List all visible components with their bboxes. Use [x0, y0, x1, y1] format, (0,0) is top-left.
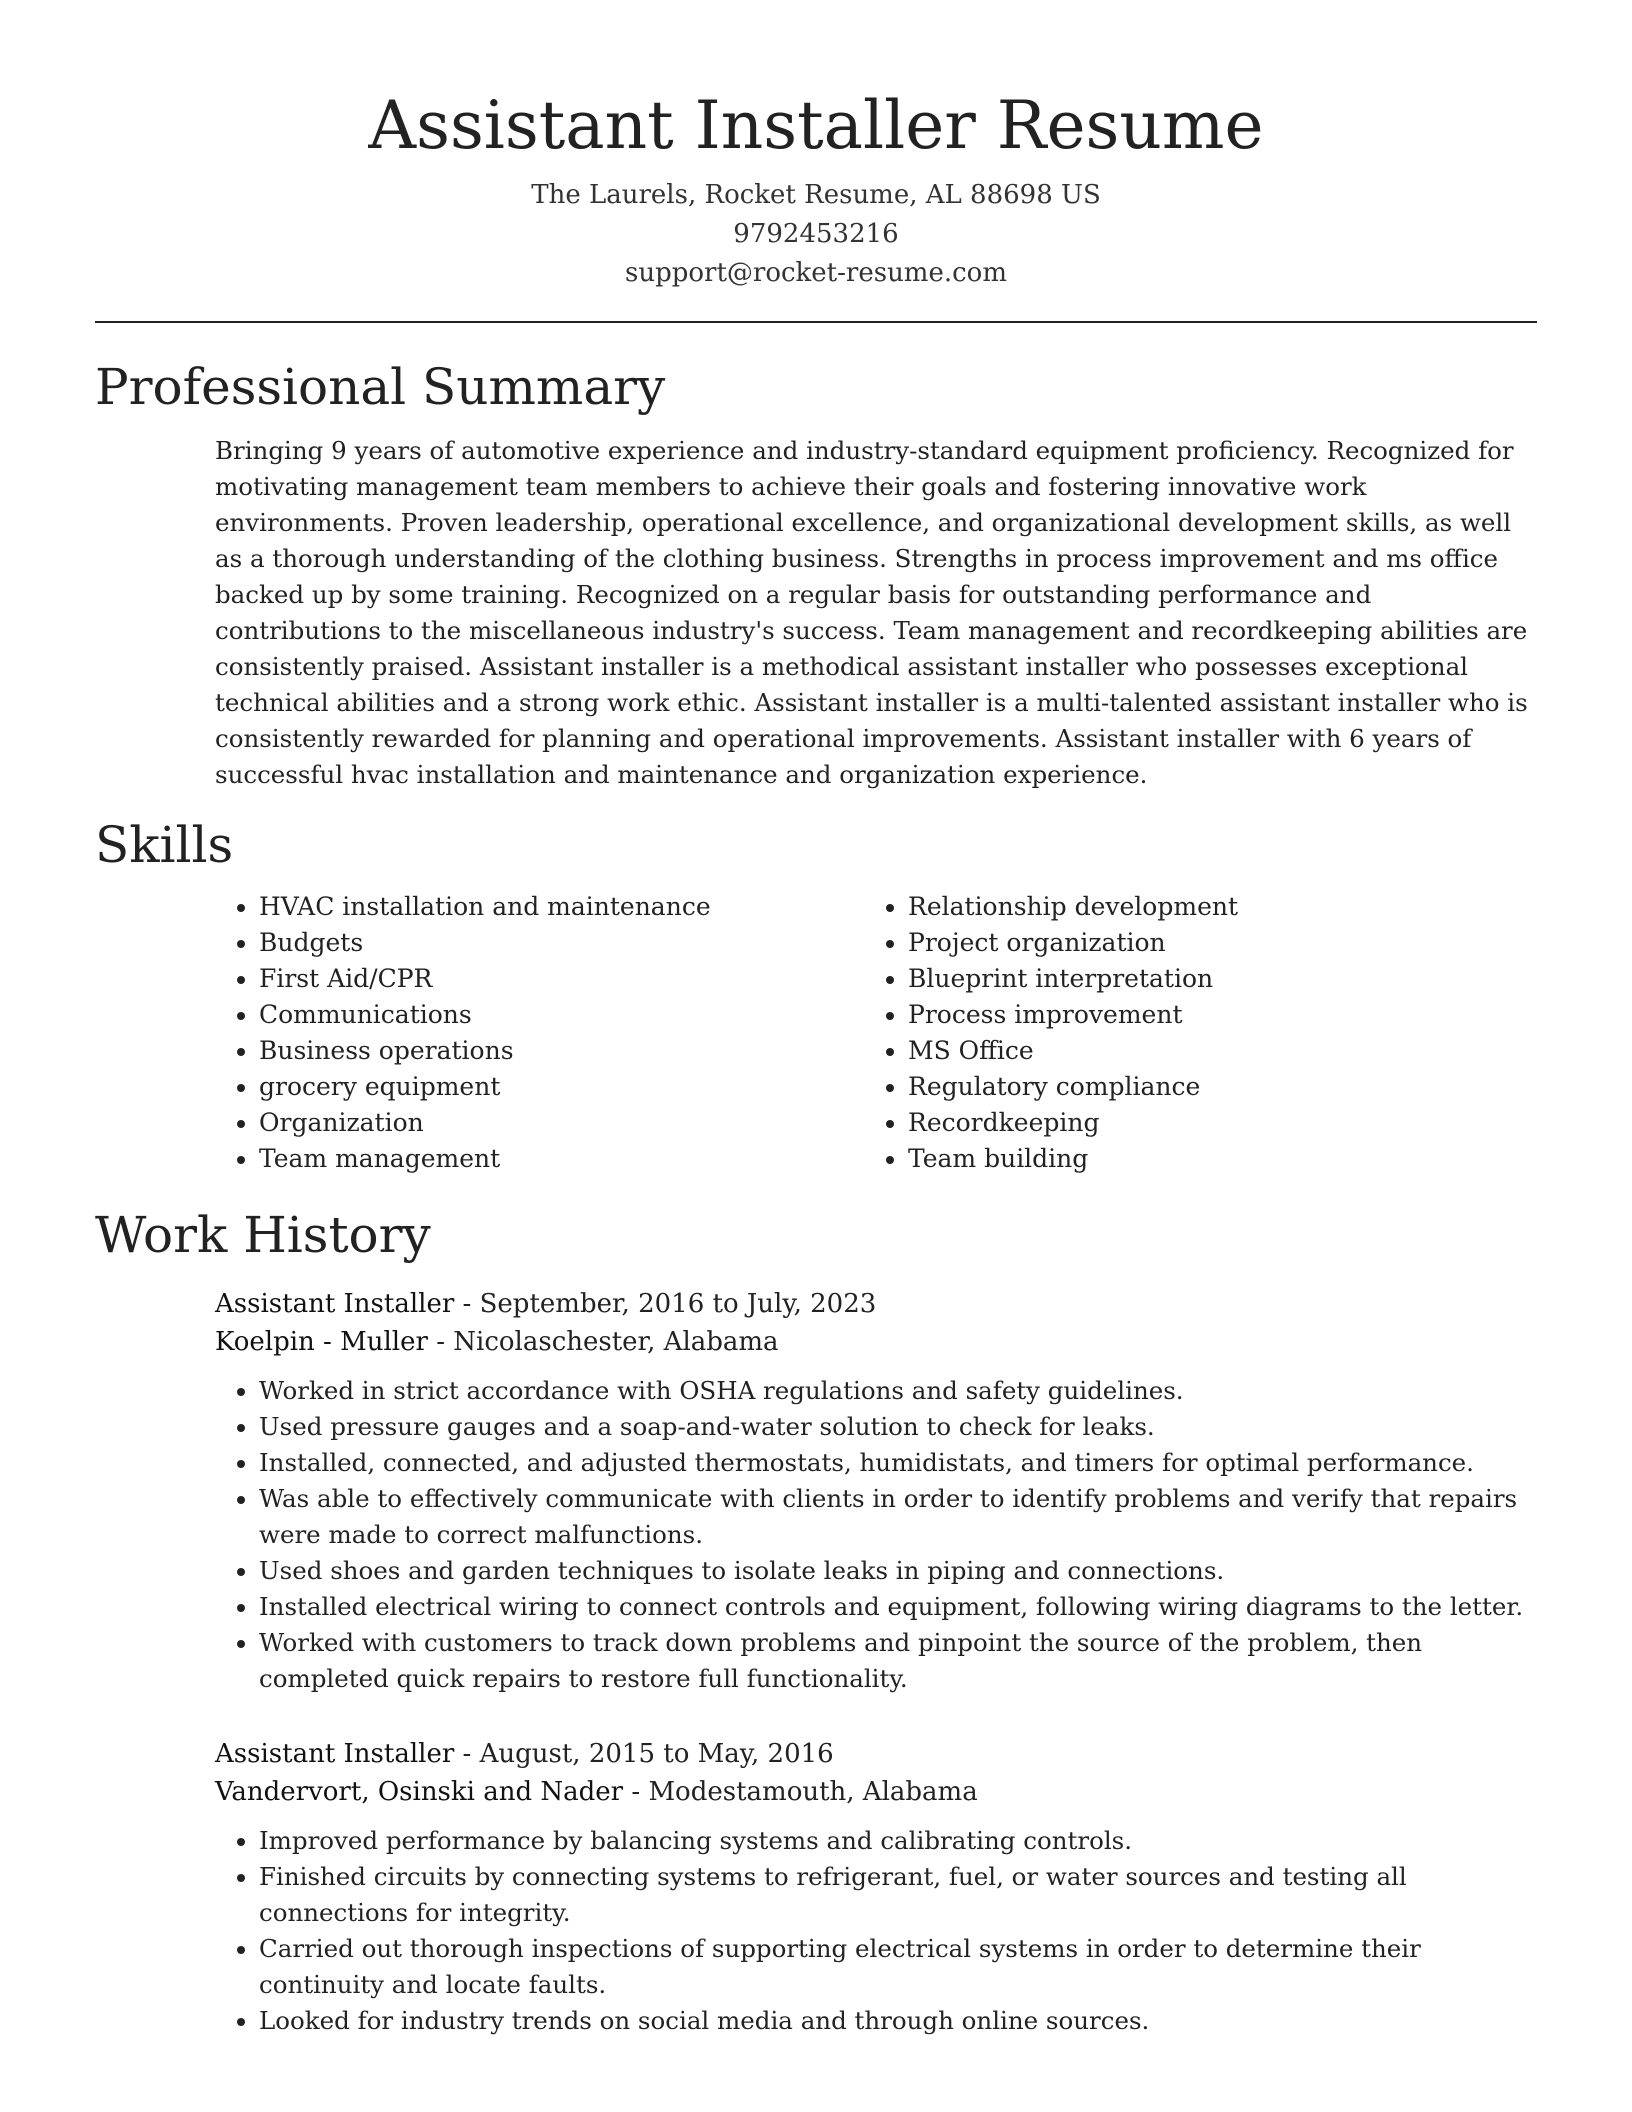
job-bullet: • Improved performance by balancing systems and calibrating controls.	[259, 1823, 1537, 1859]
skill-item: • First Aid/CPR	[259, 961, 864, 997]
job-bullet: • Installed, connected, and adjusted thermostats, humidistats, and timers for optimal performance.	[259, 1445, 1537, 1481]
job-title: Assistant Installer	[215, 1739, 455, 1769]
skill-item: • Budgets	[259, 925, 864, 961]
address-text: The Laurels, Rocket Resume, AL 88698 US	[531, 180, 1101, 210]
page-title: Assistant Installer Resume	[368, 87, 1264, 164]
work-history-section	[95, 1205, 1537, 2039]
phone-text: 9792453216	[733, 219, 899, 249]
skill-item: • Regulatory compliance	[908, 1069, 1408, 1105]
skill-item: • grocery equipment	[259, 1069, 864, 1105]
job-location: Modestamouth, Alabama	[648, 1777, 978, 1807]
job-bullet: • Worked in strict accordance with OSHA regulations and safety guidelines.	[259, 1373, 1537, 1409]
job-title-line	[215, 1285, 1537, 1323]
job-separator: -	[436, 1327, 454, 1357]
email-link[interactable]: support@rocket-resume.com	[624, 258, 1007, 288]
job-entry	[215, 1735, 1537, 2039]
skills-heading: Skills	[95, 816, 234, 874]
job-title-line	[215, 1735, 1537, 1773]
skill-item: • Blueprint interpretation	[908, 961, 1408, 997]
job-separator: -	[462, 1739, 480, 1769]
job-location: Nicolaschester, Alabama	[453, 1327, 779, 1357]
contact-info	[0, 176, 1632, 293]
job-bullets	[215, 1373, 1537, 1697]
skill-item: • Project organization	[908, 925, 1408, 961]
skill-item: • Team building	[908, 1141, 1408, 1177]
job-company-line	[215, 1323, 1537, 1361]
job-company: Vandervort, Osinski and Nader	[215, 1777, 624, 1807]
header-divider	[95, 321, 1537, 323]
resume-header	[0, 0, 1632, 293]
job-bullet: • Worked with customers to track down problems and pinpoint the source of the problem, then completed quick repairs to restore full functionality.	[259, 1625, 1537, 1697]
skills-column-left	[215, 889, 864, 1177]
job-bullet: • Used pressure gauges and a soap-and-water solution to check for leaks.	[259, 1409, 1537, 1445]
job-bullets	[215, 1823, 1537, 2039]
skills-section	[95, 815, 1537, 1177]
summary-text: Bringing 9 years of automotive experience and industry-standard equipment proficiency. Recognized for motivating management team members to achieve their goals and fostering innovative work environments. Proven leadership, operational excellence, and organizational development skills, as well as a thorough understanding of the clothing business. Strengths in process improvement and ms office backed up by some training. Recognized on a regular basis for outstanding performance and contributions to the miscellaneous industry's success. Team management and recordkeeping abilities are consistently praised. Assistant installer is a methodical assistant installer who possesses exceptional technical abilities and a strong work ethic. Assistant installer is a multi-talented assistant installer who is consistently rewarded for planning and operational improvements. Assistant installer with 6 years of successful hvac installation and maintenance and organization experience.	[215, 436, 1528, 789]
skill-item: • Process improvement	[908, 997, 1408, 1033]
job-dates: September, 2016 to July, 2023	[479, 1289, 877, 1319]
skills-grid	[215, 889, 1537, 1177]
skill-item: • Communications	[259, 997, 864, 1033]
skill-item: • Organization	[259, 1105, 864, 1141]
skills-column-right	[864, 889, 1408, 1177]
job-bullet: • Installed electrical wiring to connect controls and equipment, following wiring diagrams to the letter.	[259, 1589, 1537, 1625]
job-entry	[215, 1285, 1537, 1697]
skill-item: • HVAC installation and maintenance	[259, 889, 864, 925]
skill-item: • Relationship development	[908, 889, 1408, 925]
job-title: Assistant Installer	[215, 1289, 455, 1319]
job-separator: -	[631, 1777, 649, 1807]
job-dates: August, 2015 to May, 2016	[479, 1739, 834, 1769]
job-bullet: • Carried out thorough inspections of supporting electrical systems in order to determine their continuity and locate faults.	[259, 1931, 1537, 2003]
job-bullet: • Looked for industry trends on social media and through online sources.	[259, 2003, 1537, 2039]
job-bullet: • Was able to effectively communicate with clients in order to identify problems and verify that repairs were made to correct malfunctions.	[259, 1481, 1537, 1553]
skill-item: • MS Office	[908, 1033, 1408, 1069]
skill-item: • Business operations	[259, 1033, 864, 1069]
summary-section	[95, 357, 1537, 793]
summary-heading: Professional Summary	[95, 358, 666, 416]
job-bullet: • Used shoes and garden techniques to isolate leaks in piping and connections.	[259, 1553, 1537, 1589]
job-company-line	[215, 1773, 1537, 1811]
skill-item: • Recordkeeping	[908, 1105, 1408, 1141]
skill-item: • Team management	[259, 1141, 864, 1177]
job-company: Koelpin - Muller	[215, 1327, 428, 1357]
work-history-heading: Work History	[95, 1206, 431, 1264]
job-separator: -	[462, 1289, 480, 1319]
job-bullet: • Finished circuits by connecting systems to refrigerant, fuel, or water sources and testing all connections for integrity.	[259, 1859, 1537, 1931]
